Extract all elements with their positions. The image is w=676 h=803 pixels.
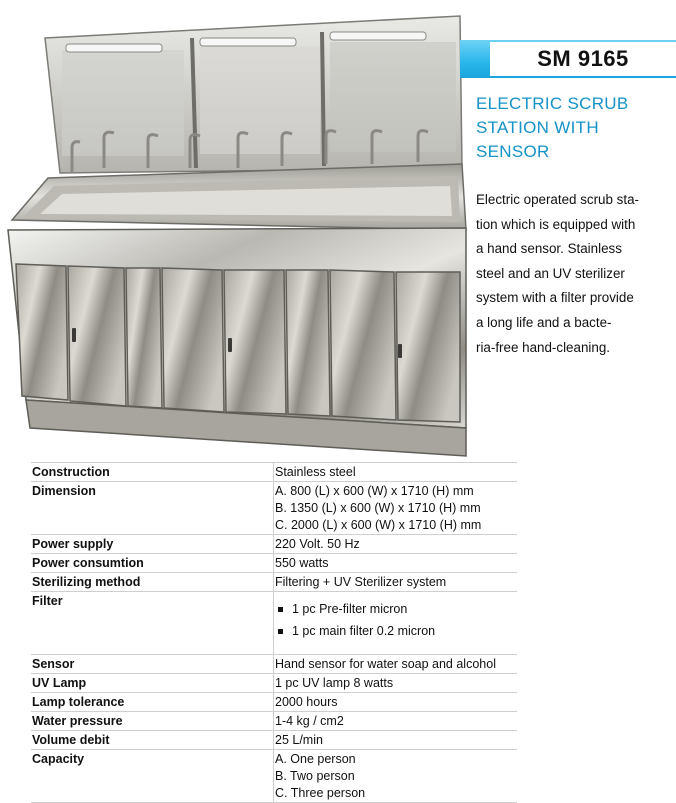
spec-label: Power consumtion (31, 554, 274, 572)
spec-label: Sterilizing method (31, 573, 274, 591)
headline-line: STATION WITH (476, 118, 599, 137)
spec-label: Filter (31, 592, 274, 654)
filter-item-text: 1 pc Pre-filter micron (292, 601, 408, 616)
spec-label: Volume debit (31, 731, 274, 749)
bullet-icon (278, 607, 283, 612)
product-headline (476, 92, 666, 164)
scrub-station-photo (0, 8, 468, 460)
description-line: a hand sensor. Stainless (476, 241, 622, 257)
spec-label: Sensor (31, 655, 274, 673)
spec-label: Lamp tolerance (31, 693, 274, 711)
dimension-option: A. 800 (L) x 600 (W) x 1710 (H) mm (275, 484, 474, 498)
model-banner-box (490, 42, 676, 76)
description-line: Electric operated scrub sta- (476, 192, 639, 207)
description-line: ria-free hand-cleaning. (476, 339, 610, 355)
spec-row-power-consumtion (31, 554, 517, 573)
spec-value: 220 Volt. 50 Hz (275, 537, 360, 551)
spec-row-uv-lamp (31, 674, 517, 693)
filter-list (274, 592, 517, 654)
spec-value: Stainless steel (275, 465, 356, 479)
description-line: a long life and a bacte- (476, 314, 612, 330)
spec-row-power-supply (31, 535, 517, 554)
description-line: system with a filter provide (476, 290, 634, 306)
dimension-option: B. 1350 (L) x 600 (W) x 1710 (H) mm (275, 501, 481, 515)
spec-row-water-pressure (31, 712, 517, 731)
spec-label: Power supply (31, 535, 274, 553)
filter-item (275, 620, 517, 642)
spec-row-lamp-tolerance (31, 693, 517, 712)
capacity-option: C. Three person (275, 786, 366, 800)
capacity-option: A. One person (275, 752, 356, 766)
spec-row-dimension (31, 482, 517, 535)
spec-value: Filtering + UV Sterilizer system (275, 575, 447, 589)
spec-label: Dimension (31, 482, 274, 534)
spec-row-filter (31, 592, 517, 655)
spec-value (274, 750, 517, 802)
spec-value (274, 482, 517, 534)
spec-label: Construction (31, 463, 274, 481)
spec-row-sterilizing-method (31, 573, 517, 592)
spec-value: 1 pc UV lamp 8 watts (275, 676, 394, 690)
description-line: tion which is equipped with (476, 216, 636, 232)
spec-label: Capacity (31, 750, 274, 802)
spec-value: 550 watts (275, 556, 329, 570)
spec-table (31, 462, 517, 803)
filter-item (275, 598, 517, 620)
dimension-option: C. 2000 (L) x 600 (W) x 1710 (H) mm (275, 518, 482, 532)
product-description (476, 188, 672, 360)
spec-value: 25 L/min (275, 733, 323, 747)
spec-value: Hand sensor for water soap and alcohol (275, 657, 496, 671)
spec-value: 1-4 kg / cm2 (275, 714, 344, 728)
spec-label: Water pressure (31, 712, 274, 730)
headline-line: SENSOR (476, 142, 550, 161)
spec-label: UV Lamp (31, 674, 274, 692)
spec-row-construction (31, 462, 517, 482)
spec-row-capacity (31, 750, 517, 803)
headline-line: ELECTRIC SCRUB (476, 94, 629, 113)
description-line: steel and an UV sterilizer (476, 265, 625, 281)
spec-value: 2000 hours (275, 695, 338, 709)
capacity-option: B. Two person (275, 769, 355, 783)
spec-row-sensor (31, 655, 517, 674)
model-number: SM 9165 (537, 46, 629, 71)
bullet-icon (278, 629, 283, 634)
spec-row-volume-debit (31, 731, 517, 750)
filter-item-text: 1 pc main filter 0.2 micron (292, 623, 436, 638)
